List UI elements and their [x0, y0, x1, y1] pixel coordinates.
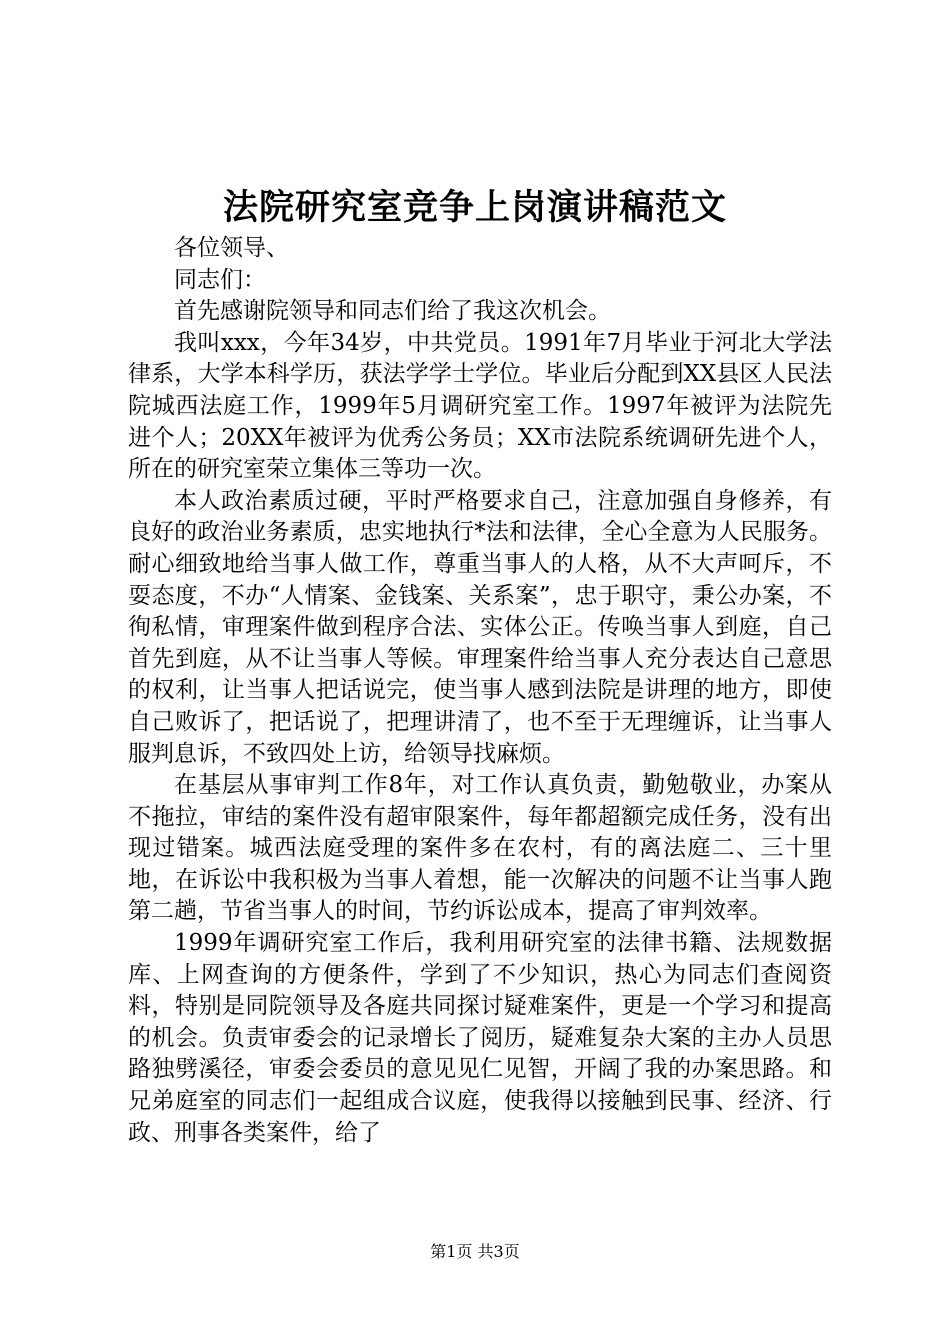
paragraph-trial-work: 在基层从事审判工作8年，对工作认真负责，勤勉敬业，办案从不拖拉，审结的案件没有超审限案件，每年都超额完成任务，没有出现过错案。城西法庭受理的案件多在农村，有的离法庭二、三十里地，在诉讼中我积极为当事人着想，能一次解决的问题不让当事人跑第二趟，节省当事人的时间，节约诉讼成本，提高了审判效率。 — [128, 772, 832, 925]
page-number-footer: 第1页 共3页 — [430, 1242, 520, 1261]
paragraph-salutation-leaders: 各位领导、 — [174, 235, 289, 261]
document-body — [128, 233, 832, 1149]
paragraph-political-quality: 本人政治素质过硬，平时严格要求自己，注意加强自身修养，有良好的政治业务素质，忠实地执行*法和法律，全心全意为人民服务。耐心细致地给当事人做工作，尊重当事人的人格，从不大声呵斥，不耍态度，不办“人情案、金钱案、关系案”，忠于职守，秉公办案，不徇私情，审理案件做到程序合法、实体公正。传唤当事人到庭，自己首先到庭，从不让当事人等候。审理案件给当事人充分表达自己意思的权利，让当事人把话说完，使当事人感到法院是讲理的地方，即使自己败诉了，把话说了，把理讲清了，也不至于无理缠诉，让当事人服判息诉，不致四处上访，给领导找麻烦。 — [128, 487, 832, 767]
paragraph-thanks: 首先感谢院领导和同志们给了我这次机会。 — [174, 298, 611, 325]
paragraph-self-introduction: 我叫xxx，今年34岁，中共党员。1991年7月毕业于河北大学法律系，大学本科学历，获法学学士学位。毕业后分配到XX县区人民法院城西法庭工作，1999年5月调研究室工作。1997年被评为法院先进个人；20XX年被评为优秀公务员；XX市法院系统调研先进个人，所在的研究室荣立集体三等功一次。 — [128, 329, 832, 483]
paragraph-salutation-comrades: 同志们： — [174, 266, 266, 293]
document-title: 法院研究室竞争上岗演讲稿范文 — [222, 187, 727, 228]
paragraph-research-office: 1999年调研究室工作后，我利用研究室的法律书籍、法规数据库、上网查询的方便条件，学到了不少知识，热心为同志们查阅资料，特别是同院领导及各庭共同探讨疑难案件，更是一个学习和提高的机会。负责审委会的记录增长了阅历，疑难复杂大案的主办人员思路独劈溪径，审委会委员的意见见仁见智，开阔了我的办案思路。和兄弟庭室的同志们一起组成合议庭，使我得以接触到民事、经济、行政、刑事各类案件，给了 — [128, 930, 832, 1146]
